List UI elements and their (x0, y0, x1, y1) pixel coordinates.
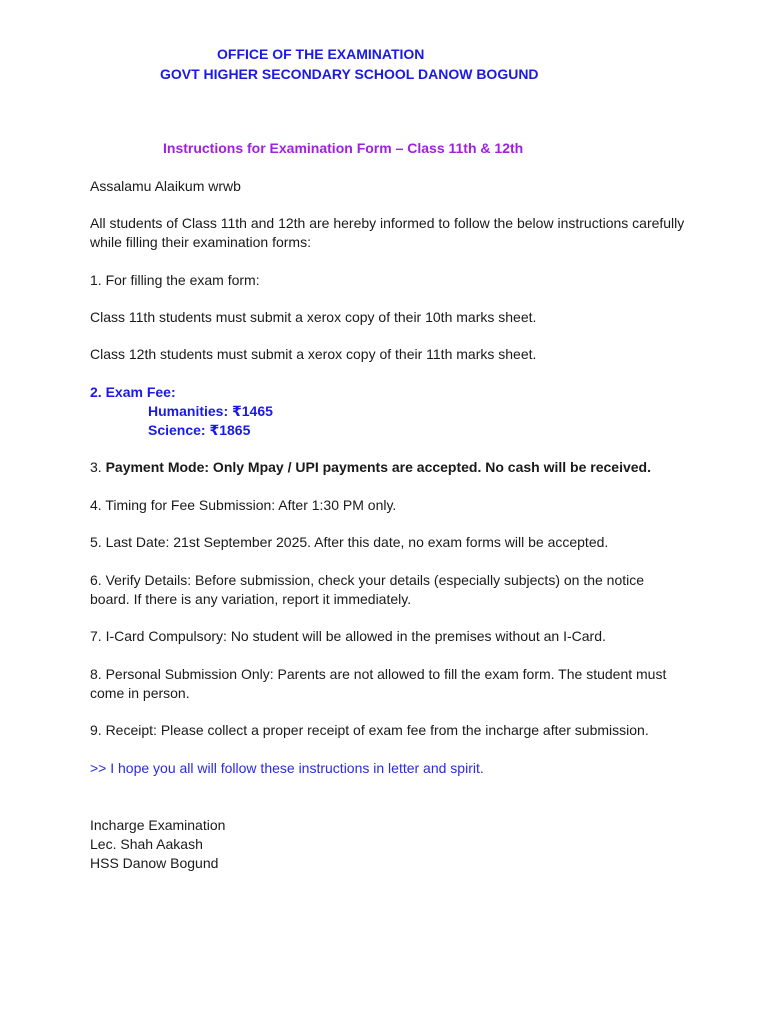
item-3-number: 3. (90, 459, 106, 475)
item-3-text: Payment Mode: Only Mpay / UPI payments are accepted. No cash will be received. (105, 459, 651, 475)
item-8-line-1: 8. Personal Submission Only: Parents are not allowed to fill the exam form. The student must (90, 666, 667, 682)
header-office: OFFICE OF THE EXAMINATION (217, 46, 425, 62)
item-6-line-2: board. If there is any variation, report it immediately. (90, 591, 412, 607)
signature-school: HSS Danow Bogund (90, 855, 219, 871)
fee-humanities: Humanities: ₹1465 (148, 403, 273, 419)
closing-note: >> I hope you all will follow these instructions in letter and spirit. (90, 760, 484, 776)
item-9: 9. Receipt: Please collect a proper receipt of exam fee from the incharge after submission. (90, 722, 649, 738)
item-5: 5. Last Date: 21st September 2025. After this date, no exam forms will be accepted. (90, 534, 609, 550)
item-2-heading: 2. Exam Fee: (90, 384, 176, 400)
item-3 (90, 458, 651, 477)
item-1-class12: Class 12th students must submit a xerox copy of their 11th marks sheet. (90, 346, 537, 362)
page-title: Instructions for Examination Form – Class 11th & 12th (163, 140, 524, 156)
intro-line-1: All students of Class 11th and 12th are hereby informed to follow the below instructions carefully (90, 215, 685, 231)
item-1-class11: Class 11th students must submit a xerox copy of their 10th marks sheet. (90, 309, 537, 325)
item-8-line-2: come in person. (90, 685, 190, 701)
item-7: 7. I-Card Compulsory: No student will be allowed in the premises without an I-Card. (90, 628, 606, 644)
intro-line-2: while filling their examination forms: (90, 234, 311, 250)
item-1-heading: 1. For filling the exam form: (90, 272, 260, 288)
item-4: 4. Timing for Fee Submission: After 1:30 PM only. (90, 497, 397, 513)
header-school: GOVT HIGHER SECONDARY SCHOOL DANOW BOGUND (160, 66, 539, 82)
fee-science: Science: ₹1865 (148, 422, 251, 438)
item-6-line-1: 6. Verify Details: Before submission, check your details (especially subjects) on the notice (90, 572, 645, 588)
signature-title: Incharge Examination (90, 817, 226, 833)
signature-name: Lec. Shah Aakash (90, 836, 203, 852)
greeting: Assalamu Alaikum wrwb (90, 178, 241, 194)
